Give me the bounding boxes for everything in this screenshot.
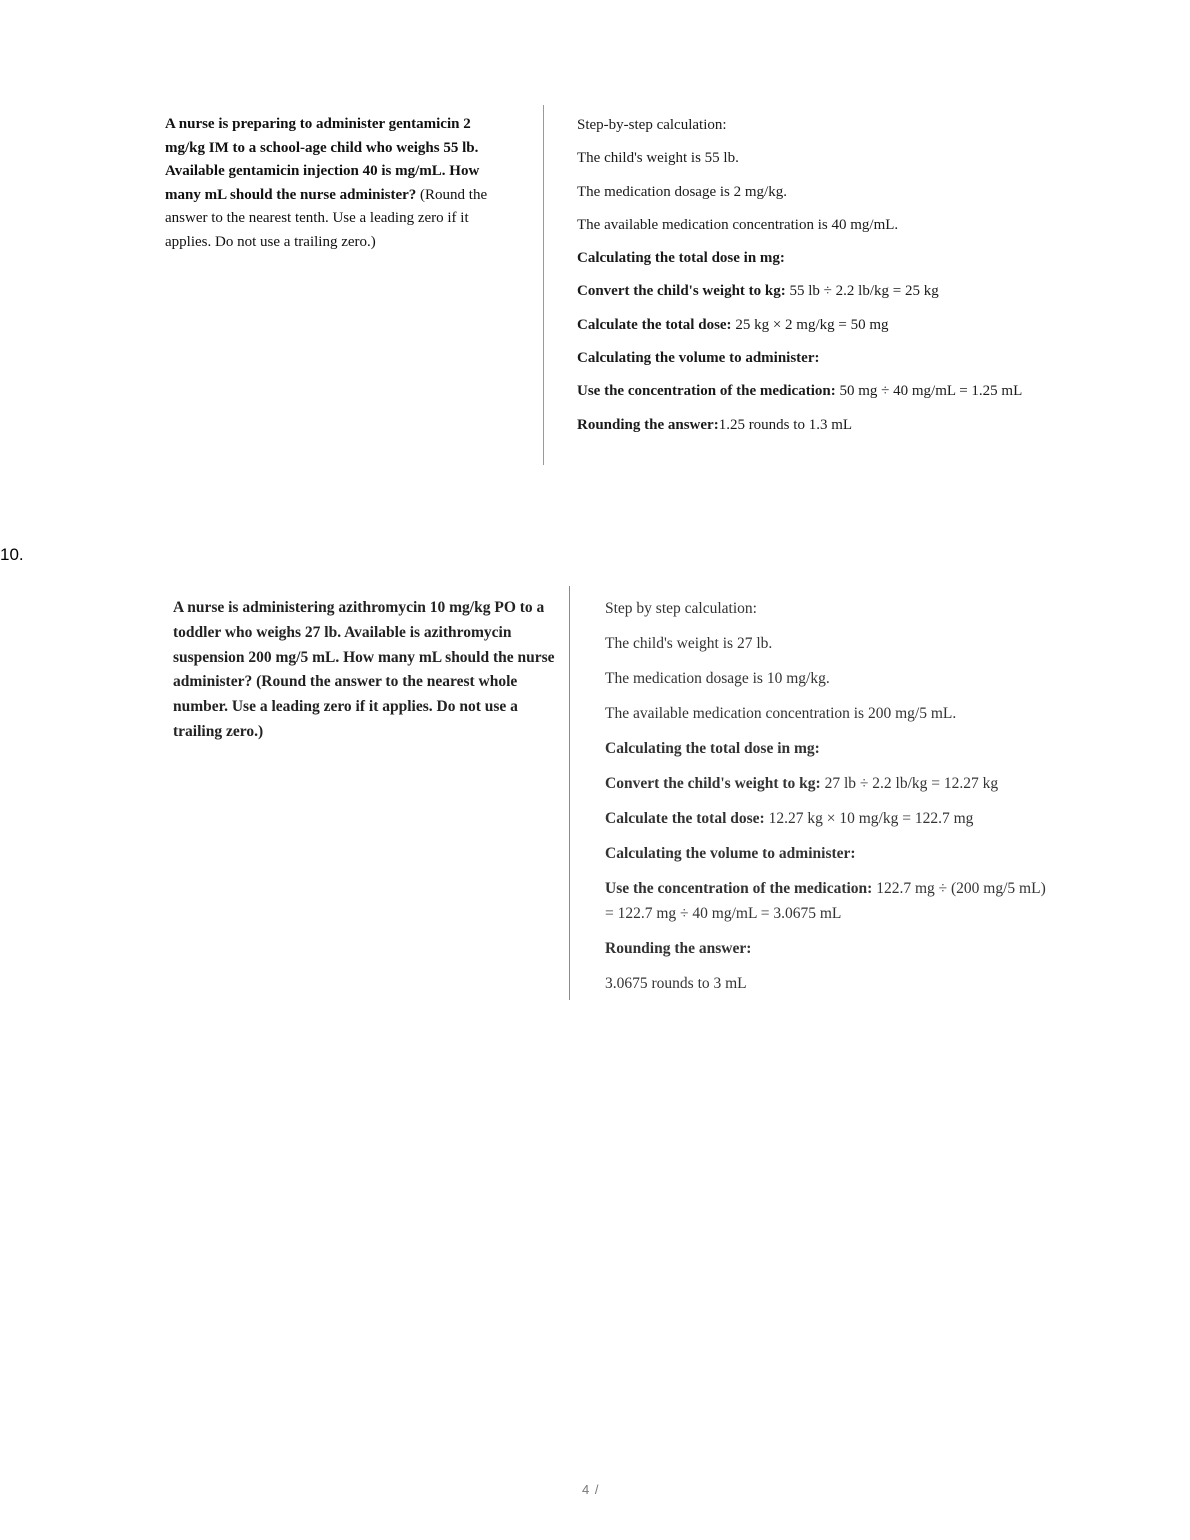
step-line: [605, 807, 1050, 832]
step-heading: Calculating the total dose in mg:: [605, 740, 820, 757]
step-heading: Use the concentration of the medication:: [577, 383, 836, 400]
problem-1-question-rest: (Round the answer to the nearest tenth. Use a leading zero if it applies. Do not use a trailing zero.): [165, 186, 488, 250]
step-heading: Rounding the answer:: [605, 939, 752, 957]
step-line: [577, 114, 1027, 138]
step-line: [605, 632, 1050, 657]
step-heading: Calculating the volume to administer:: [605, 845, 856, 862]
step-heading: Calculate the total dose:: [605, 810, 765, 827]
step-line: [577, 347, 1027, 371]
step-heading: Calculating the total dose in mg:: [577, 250, 785, 267]
step-text: The medication dosage is 2 mg/kg.: [577, 183, 787, 200]
step-line: [577, 147, 1027, 171]
problem-1-steps: [577, 114, 1027, 447]
step-heading: Rounding the answer:: [577, 416, 719, 433]
problem-1-question: [165, 113, 510, 254]
problem-2-question: [173, 596, 563, 745]
step-heading: Calculate the total dose:: [577, 316, 732, 333]
step-line: [577, 414, 1027, 438]
problem-2-steps: [605, 597, 1050, 1007]
step-line: [605, 937, 1050, 962]
step-text: The medication dosage is 10 mg/kg.: [605, 670, 830, 687]
step-heading: Use the concentration of the medication:: [605, 880, 873, 897]
step-text: The child's weight is 55 lb.: [577, 150, 739, 167]
step-line: [577, 214, 1027, 238]
step-text: 55 lb ÷ 2.2 lb/kg = 25 kg: [785, 283, 939, 300]
step-line: [577, 380, 1027, 404]
step-line: [577, 314, 1027, 338]
page-number: 4 /: [582, 1482, 600, 1497]
step-line: [605, 772, 1050, 797]
step-line: [605, 877, 1050, 926]
step-line: [605, 972, 1050, 997]
step-heading: Calculating the volume to administer:: [577, 350, 820, 367]
step-line: [605, 597, 1050, 622]
step-line: [605, 842, 1050, 867]
step-line: [605, 737, 1050, 762]
problem-2-question-bold: A nurse is administering azithromycin 10 mg/kg PO to a toddler who weighs 27 lb. Available is azithromycin suspension 200 mg/5 mL. How many mL should the nurse administer? (Round the answer to the nearest whole number. Use a leading zero if it applies. Do not use a trailing zero.): [173, 599, 555, 740]
step-text: 50 mg ÷ 40 mg/mL = 1.25 mL: [835, 383, 1023, 400]
problem-1-question-bold: A nurse is preparing to administer gentamicin 2 mg/kg IM to a school-age child who weighs 55 lb. Available gentamicin injection 40 is mg/mL. How many mL should the nurse administer?: [165, 116, 480, 203]
step-text: 25 kg × 2 mg/kg = 50 mg: [731, 316, 889, 333]
step-text: Step by step calculation:: [605, 600, 757, 617]
step-line: [577, 280, 1027, 304]
step-line: [577, 247, 1027, 271]
problem-1-divider: [543, 105, 544, 465]
problem-2-divider: [569, 586, 570, 1000]
step-line: [605, 702, 1050, 727]
step-heading: Convert the child's weight to kg:: [605, 775, 821, 792]
step-text: Step-by-step calculation:: [577, 117, 727, 133]
step-text: 1.25 rounds to 1.3 mL: [718, 416, 853, 433]
step-text: The available medication concentration is 40 mg/mL.: [577, 216, 899, 233]
step-line: [577, 181, 1027, 205]
step-line: [605, 667, 1050, 692]
step-text: 12.27 kg × 10 mg/kg = 122.7 mg: [764, 810, 974, 827]
step-heading: Convert the child's weight to kg:: [577, 283, 786, 300]
item-number: 10.: [0, 545, 24, 564]
step-text: 122.7 mg ÷ (200 mg/5 mL) = 122.7 mg ÷ 40 mg/mL = 3.0675 mL: [605, 880, 1046, 922]
step-text: The available medication concentration is 200 mg/5 mL.: [605, 705, 957, 722]
step-text: The child's weight is 27 lb.: [605, 635, 773, 652]
step-text: 27 lb ÷ 2.2 lb/kg = 12.27 kg: [820, 775, 999, 792]
step-text: 3.0675 rounds to 3 mL: [605, 974, 747, 992]
